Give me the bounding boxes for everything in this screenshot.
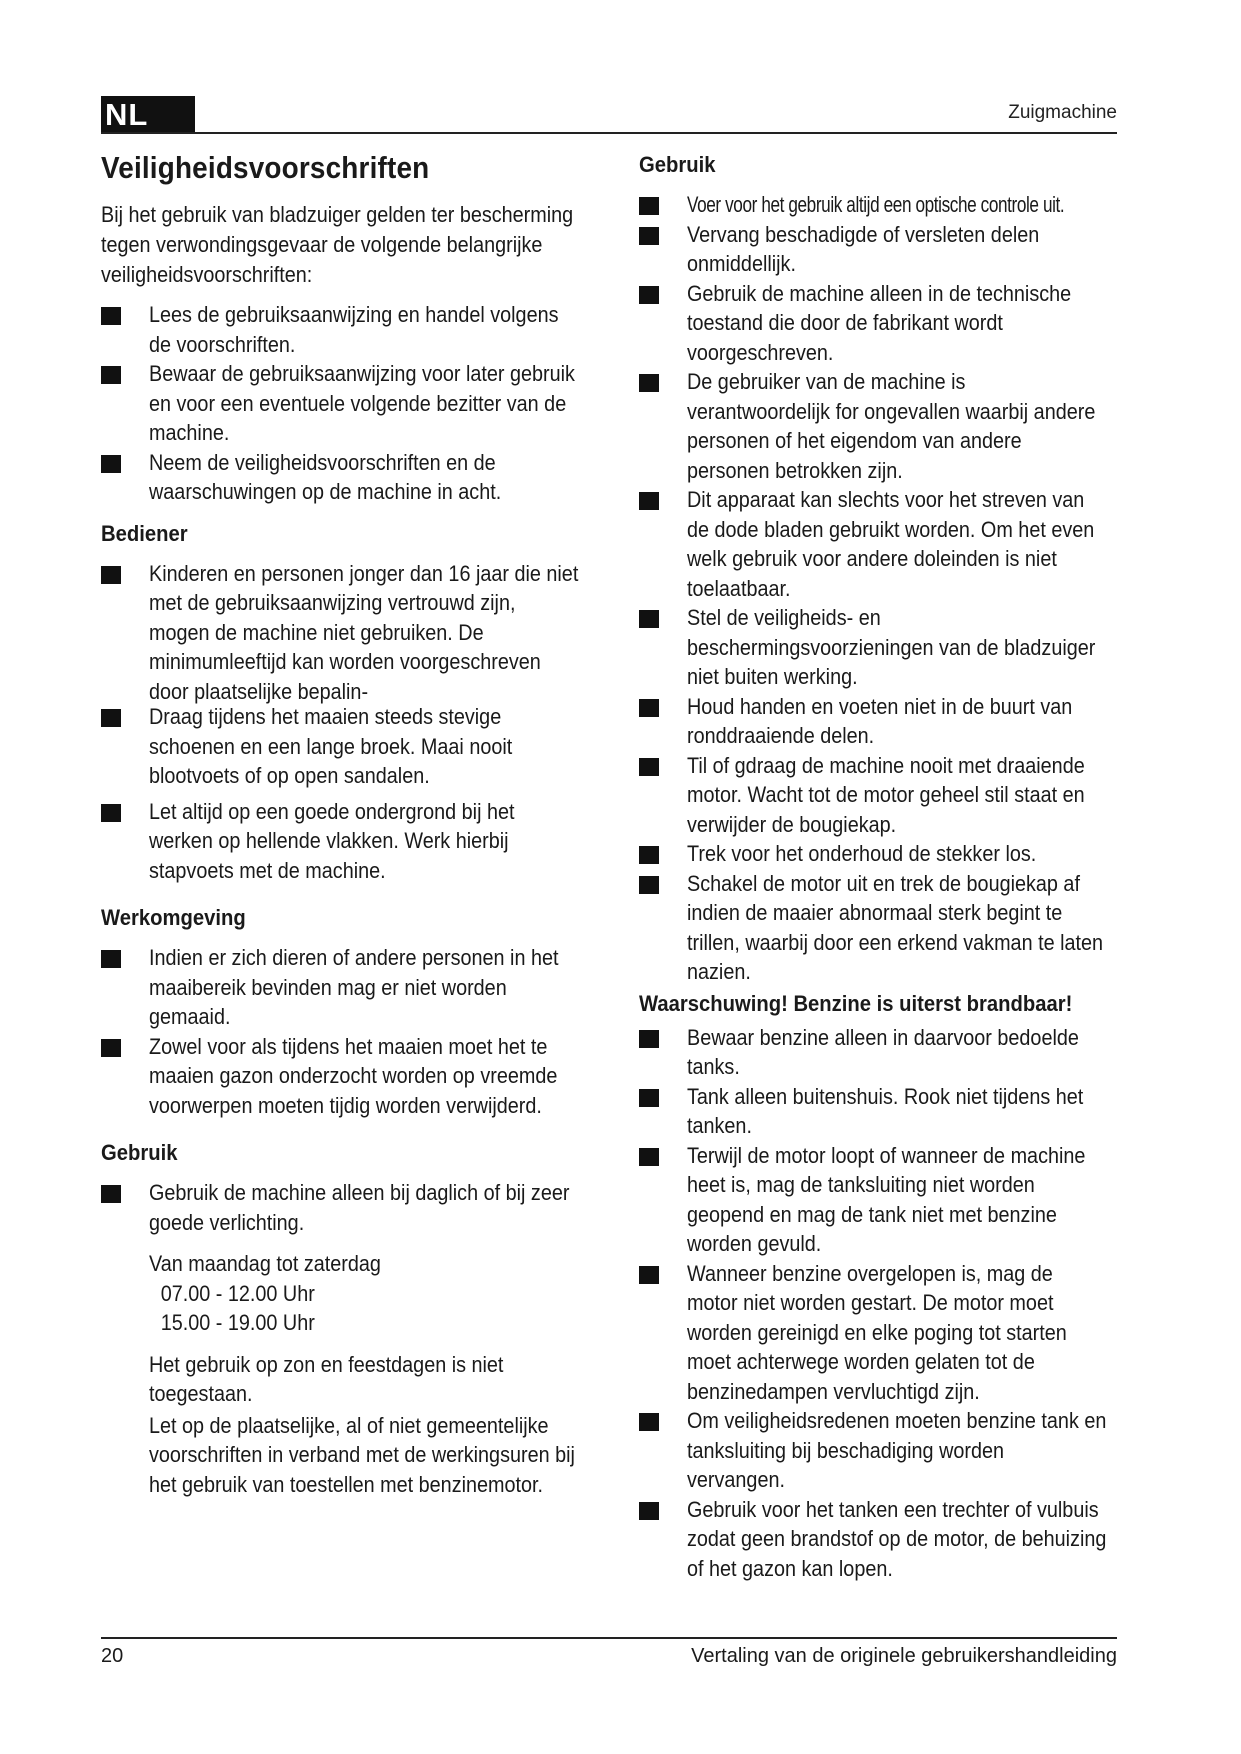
list-item: Wanneer benzine overgelopen is, mag de motor niet worden gestart. De motor moet worden gereinigd en elke poging tot starten moet achterwege worden gelaten tot de benzinedampen vervluchtigd zijn.: [639, 1259, 1119, 1407]
werkomgeving-list: [101, 943, 591, 1120]
section-heading-werkomgeving: Werkomgeving: [101, 905, 246, 930]
square-bullet-icon: [639, 699, 659, 717]
list-item: Vervang beschadigde of versleten delen onmiddellijk.: [639, 220, 1119, 279]
header-title: Zuigmachine: [1008, 102, 1117, 123]
gebruik-list: [101, 1178, 591, 1237]
schedule-morning: 07.00 - 12.00 Uhr: [160, 1280, 315, 1306]
footer-divider: [101, 1637, 1117, 1639]
list-item: Houd handen en voeten niet in de buurt van ronddraaiende delen.: [639, 692, 1119, 751]
schedule-days: Van maandag tot zaterdag: [149, 1251, 381, 1276]
square-bullet-icon: [639, 1502, 659, 1520]
list-item: Om veiligheidsredenen moeten benzine tank en tanksluiting bij beschadiging worden vervangen.: [639, 1406, 1119, 1495]
schedule-afternoon: 15.00 - 19.00 Uhr: [160, 1310, 315, 1335]
square-bullet-icon: [639, 1266, 659, 1284]
square-bullet-icon: [639, 1089, 659, 1107]
square-bullet-icon: [639, 876, 659, 894]
list-item: Bewaar de gebruiksaanwijzing voor later gebruik en voor een eventuele volgende bezitter van de machine.: [101, 359, 591, 448]
list-item: Zowel voor als tijdens het maaien moet het te maaien gazon onderzocht worden op vreemde voorwerpen moeten tijdig worden verwijderd.: [101, 1032, 591, 1121]
list-item: Til of gdraag de machine nooit met draaiende motor. Wacht tot de motor geheel stil staat en verwijder de bougiekap.: [639, 751, 1119, 840]
list-item: Neem de veiligheidsvoorschriften en de waarschuwingen op de machine in acht.: [101, 448, 591, 507]
left-column: [101, 150, 591, 1499]
square-bullet-icon: [639, 846, 659, 864]
section-heading-bediener: Bediener: [101, 520, 188, 546]
square-bullet-icon: [639, 610, 659, 628]
intro-list: [101, 300, 591, 507]
list-item: Stel de veiligheids- en beschermingsvoorzieningen van de bladzuiger niet buiten werking.: [639, 603, 1119, 692]
square-bullet-icon: [639, 227, 659, 245]
list-item: Trek voor het onderhoud de stekker los.: [639, 839, 1119, 869]
bediener-list: [101, 559, 591, 886]
gebruik-right-list: [639, 190, 1119, 987]
list-item: Bewaar benzine alleen in daarvoor bedoelde tanks.: [639, 1023, 1119, 1082]
local-rules-note: Let op de plaatselijke, al of niet gemeentelijke voorschriften in verband met de werkingsuren bij het gebruik van toestellen met benzinemotor.: [149, 1412, 575, 1497]
schedule-block: [149, 1249, 579, 1338]
footer-text: Vertaling van de originele gebruikershandleiding: [691, 1645, 1117, 1667]
list-item: Kinderen en personen jonger dan 16 jaar die niet met de gebruiksaanwijzing vertrouwd zijn, mogen de machine niet gebruiken. De minimumleeftijd kan worden voorgeschreven door plaatselijke bepalin-: [101, 559, 591, 707]
square-bullet-icon: [639, 1148, 659, 1166]
square-bullet-icon: [101, 307, 121, 325]
page-number: 20: [101, 1645, 124, 1667]
square-bullet-icon: [101, 709, 121, 727]
square-bullet-icon: [101, 950, 121, 968]
square-bullet-icon: [639, 1030, 659, 1048]
warning-heading: Waarschuwing! Benzine is uiterst brandbaar!: [639, 990, 1073, 1016]
square-bullet-icon: [639, 1413, 659, 1431]
list-item: De gebruiker van de machine is verantwoordelijk for ongevallen waarbij andere personen of het eigendom van andere personen betrokken zijn.: [639, 367, 1119, 485]
square-bullet-icon: [639, 374, 659, 392]
square-bullet-icon: [639, 197, 659, 215]
square-bullet-icon: [101, 1185, 121, 1203]
list-item: Lees de gebruiksaanwijzing en handel volgens de voorschriften.: [101, 300, 591, 359]
square-bullet-icon: [639, 286, 659, 304]
list-item: Schakel de motor uit en trek de bougiekap af indien de maaier abnormaal sterk begint te trillen, waarbij door een erkend vakman te laten nazien.: [639, 869, 1119, 987]
gebruik-details: [101, 1249, 591, 1499]
section-heading-gebruik-right: Gebruik: [639, 152, 716, 177]
holidays-note: Het gebruik op zon en feestdagen is niet toegestaan.: [149, 1351, 504, 1406]
list-item: Voer voor het gebruik altijd een optische controle uit.: [639, 190, 1119, 220]
square-bullet-icon: [101, 804, 121, 822]
list-item: Dit apparaat kan slechts voor het streven van de dode bladen gebruikt worden. Om het even welk gebruik voor andere doleinden is niet toelaatbaar.: [639, 485, 1119, 603]
list-item: Let altijd op een goede ondergrond bij het werken op hellende vlakken. Werk hierbij stapvoets met de machine.: [101, 797, 591, 886]
list-item: Draag tijdens het maaien steeds stevige schoenen en een lange broek. Maai nooit blootvoets of op open sandalen.: [101, 702, 591, 791]
page-title: Veiligheidsvoorschriften: [101, 150, 430, 185]
header-divider: [101, 132, 1117, 134]
list-item: Indien er zich dieren of andere personen in het maaibereik bevinden mag er niet worden gemaaid.: [101, 943, 591, 1032]
right-column: [639, 150, 1119, 1587]
list-item: Gebruik de machine alleen bij daglich of bij zeer goede verlichting.: [101, 1178, 591, 1237]
square-bullet-icon: [101, 566, 121, 584]
square-bullet-icon: [639, 492, 659, 510]
square-bullet-icon: [101, 1039, 121, 1057]
list-item: Terwijl de motor loopt of wanneer de machine heet is, mag de tanksluiting niet worden geopend en mag de tank niet met benzine worden gevuld.: [639, 1141, 1119, 1259]
section-heading-gebruik: Gebruik: [101, 1140, 178, 1165]
warning-list: [639, 1023, 1119, 1584]
intro-paragraph: Bij het gebruik van bladzuiger gelden ter bescherming tegen verwondingsgevaar de volgende belangrijke veiligheidsvoorschriften:: [101, 202, 574, 287]
language-badge: NL: [101, 96, 195, 134]
list-item: Gebruik de machine alleen in de technische toestand die door de fabrikant wordt voorgeschreven.: [639, 279, 1119, 368]
square-bullet-icon: [101, 455, 121, 473]
square-bullet-icon: [101, 366, 121, 384]
square-bullet-icon: [639, 758, 659, 776]
list-item: Gebruik voor het tanken een trechter of vulbuis zodat geen brandstof op de motor, de behuizing of het gazon kan lopen.: [639, 1495, 1119, 1584]
list-item: Tank alleen buitenshuis. Rook niet tijdens het tanken.: [639, 1082, 1119, 1141]
